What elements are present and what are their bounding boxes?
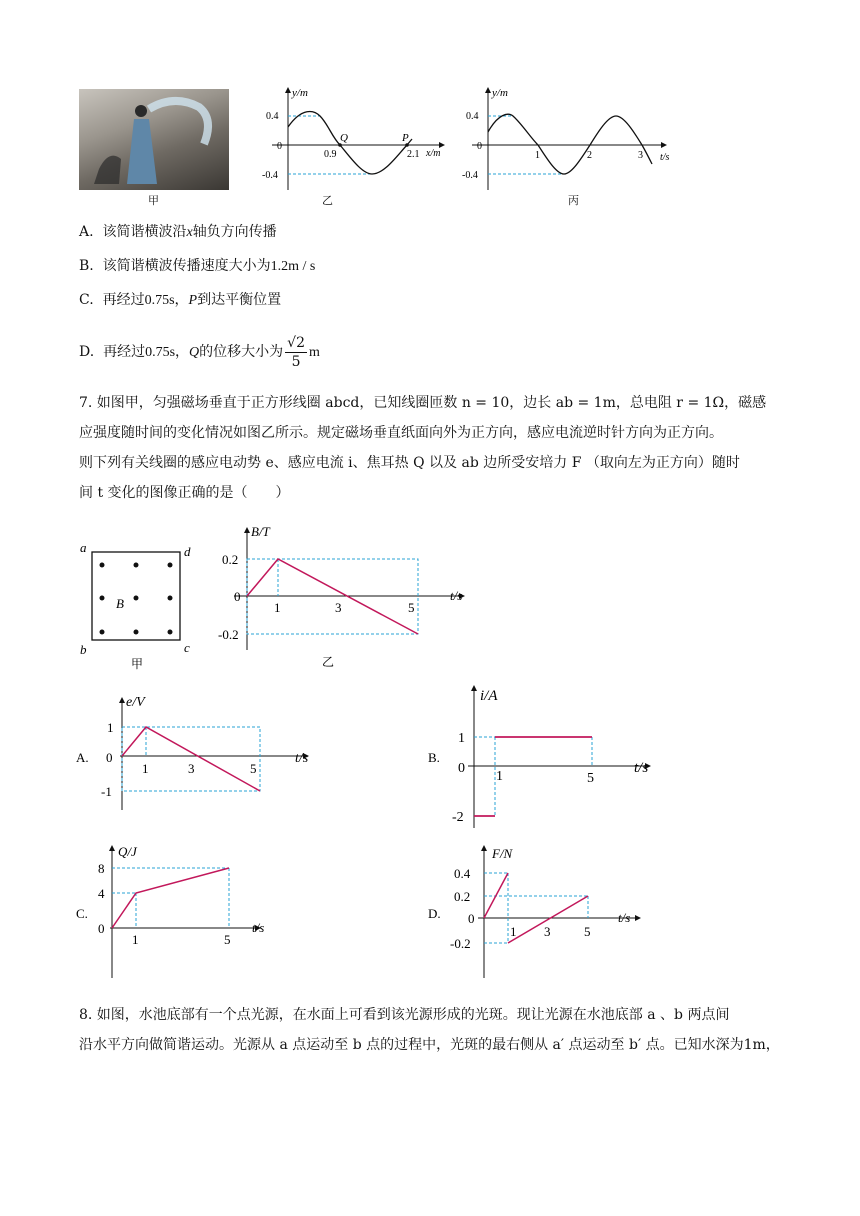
option-d-letter: D.	[428, 906, 441, 921]
b-xtick-1: 3	[335, 600, 342, 615]
q7-line-3: 则下列有关线圈的感应电动势 e、感应电流 i、焦耳热 Q 以及 ab 边所受安培力 F （取向左为正方向）随时	[79, 455, 740, 471]
b-y-label: B/T	[251, 524, 270, 539]
q8-line-1: 8. 如图，水池底部有一个点光源，在水面上可看到该光源形成的光斑。现让光源在水池底部 a 、b 两点间	[79, 1007, 730, 1023]
wave-xtick-1: 2.1	[407, 149, 420, 160]
q6-option-c[interactable]: C. 再经过0.75s，P到达平衡位置	[79, 292, 282, 308]
option-a-x-label: t/s	[295, 751, 309, 766]
option-b-y-label: i/A	[480, 688, 498, 704]
svg-text:1: 1	[510, 924, 517, 939]
svg-text:5: 5	[587, 771, 594, 786]
svg-text:1: 1	[496, 769, 503, 784]
option-c-y-label: Q/J	[118, 844, 137, 859]
fraction: $\frac{√2}{5}$	[287, 334, 305, 370]
vibration-graph	[460, 82, 680, 194]
corner-c: c	[184, 640, 190, 655]
vib-x-label: t/s	[660, 152, 670, 163]
wave-ytick-1: 0	[277, 141, 282, 152]
option-c-curve	[112, 868, 229, 928]
dancer-silhouette	[79, 89, 229, 190]
q7-stem	[79, 388, 789, 508]
vib-ytick-1: 0	[477, 141, 482, 152]
svg-text:1: 1	[458, 731, 465, 746]
svg-text:1: 1	[132, 932, 139, 947]
vib-ytick-0: 0.4	[466, 111, 479, 122]
b-xtick-0: 1	[274, 600, 281, 615]
field-dots	[100, 563, 173, 635]
wave-ytick-0: 0.4	[266, 111, 279, 122]
option-c-letter: C.	[76, 906, 88, 921]
option-d-graph[interactable]	[428, 840, 658, 980]
b-t-graph	[214, 522, 474, 672]
wave-graph	[262, 82, 452, 194]
b-xtick-2: 5	[408, 600, 415, 615]
q6-option-a[interactable]: A. 该简谐横波沿x轴负方向传播	[79, 224, 277, 240]
wave-point-p-label: P	[402, 132, 409, 144]
q6-option-d[interactable]: D. 再经过0.75s，Q的位移大小为 $\frac{√2}{5}$ m	[79, 334, 320, 370]
q7-line-1: 7. 如图甲，匀强磁场垂直于正方形线圈 abcd，已知线圈匝数 n = 10，边长 ab = 1m，总电阻 r = 1Ω，磁感	[79, 395, 767, 411]
field-label: B	[116, 596, 124, 611]
b-x-label: t/s	[450, 588, 463, 603]
svg-text:1: 1	[142, 761, 149, 776]
vib-curve	[488, 114, 652, 174]
vib-y-label: y/m	[492, 87, 508, 99]
svg-text:8: 8	[98, 861, 105, 876]
svg-text:4: 4	[98, 886, 105, 901]
svg-text:-1: -1	[101, 784, 112, 799]
corner-d: d	[184, 544, 191, 559]
vib-xtick-1: 2	[587, 150, 592, 161]
q7-line-4: 间 t 变化的图像正确的是（ ）	[79, 485, 290, 501]
vib-xtick-2: 3	[638, 150, 643, 161]
option-c-graph[interactable]	[76, 840, 286, 980]
wave-point-q-label: Q	[340, 132, 348, 144]
q7-line-2: 应强度随时间的变化情况如图乙所示。规定磁场垂直纸面向外为正方向，感应电流逆时针方向为正方向。	[79, 425, 723, 441]
b-ytick-1: 0	[234, 589, 241, 604]
svg-text:0: 0	[468, 911, 475, 926]
svg-text:5: 5	[250, 761, 257, 776]
svg-text:5: 5	[584, 924, 591, 939]
vib-caption: 丙	[568, 194, 579, 207]
wave-xtick-0: 0.9	[324, 149, 337, 160]
wave-caption: 乙	[322, 194, 333, 207]
vib-xtick-0: 1	[535, 150, 540, 161]
svg-text:0: 0	[106, 750, 113, 765]
svg-text:1: 1	[107, 720, 114, 735]
option-b-x-label: t/s	[634, 760, 649, 776]
svg-text:0.2: 0.2	[454, 889, 471, 904]
b-caption: 乙	[322, 655, 335, 669]
b-ytick-0: 0.2	[222, 552, 239, 567]
b-ytick-2: -0.2	[218, 627, 239, 642]
wave-curve	[288, 112, 412, 174]
option-d-x-label: t/s	[618, 910, 631, 925]
svg-text:3: 3	[544, 924, 551, 939]
coil-diagram	[78, 540, 198, 672]
vib-ytick-2: -0.4	[462, 170, 478, 181]
svg-text:0: 0	[458, 761, 465, 776]
svg-text:-2: -2	[452, 810, 464, 825]
dancer-photo	[79, 89, 229, 190]
option-b-letter: B.	[428, 750, 440, 765]
option-b-graph[interactable]	[428, 680, 678, 830]
corner-a: a	[80, 540, 87, 555]
svg-text:0: 0	[98, 921, 105, 936]
svg-text:0.4: 0.4	[454, 866, 471, 881]
wave-ytick-2: -0.4	[262, 170, 278, 181]
option-a-graph[interactable]	[76, 690, 326, 815]
q6-option-b[interactable]: B. 该简谐横波传播速度大小为1.2m / s	[79, 258, 316, 274]
wave-y-label: y/m	[292, 87, 308, 99]
option-c-x-label: t/s	[252, 920, 265, 935]
option-a-y-label: e/V	[126, 695, 145, 710]
q8-line-2: 沿水平方向做简谐运动。光源从 a 点运动至 b 点的过程中，光斑的最右侧从 a′ 点运动至 b′ 点。已知水深为1m，	[79, 1037, 780, 1053]
option-a-curve	[122, 727, 260, 791]
corner-b: b	[80, 642, 87, 657]
q8-stem	[79, 1000, 789, 1060]
svg-text:5: 5	[224, 932, 231, 947]
wave-x-label: x/m	[426, 148, 441, 159]
photo-caption: 甲	[148, 194, 159, 207]
svg-text:-0.2: -0.2	[450, 936, 471, 951]
option-a-letter: A.	[76, 750, 89, 765]
option-d-y-label: F/N	[492, 846, 513, 861]
coil-caption: 甲	[131, 657, 144, 671]
svg-text:3: 3	[188, 761, 195, 776]
